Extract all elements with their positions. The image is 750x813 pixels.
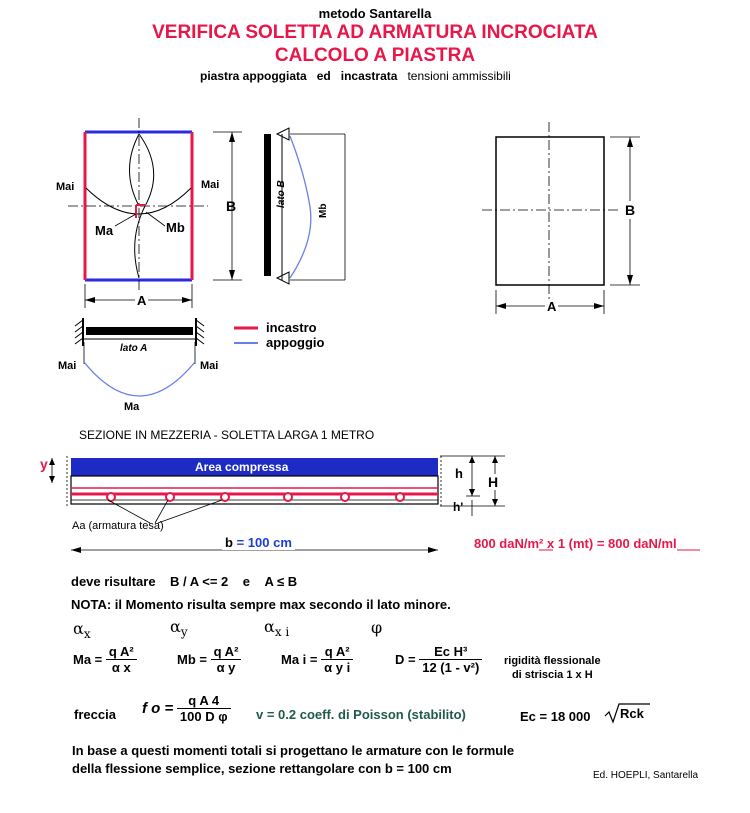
alpha-y-sym: α: [170, 617, 181, 636]
label-mb-vertical: Mb: [318, 203, 329, 218]
alpha-y-sub: y: [180, 625, 188, 640]
footer-line2: della flessione semplice, sezione rettangolare con b = 100 cm: [72, 761, 452, 776]
label-aa: Aa (armatura tesa): [72, 520, 164, 532]
fo-num: q A 4: [177, 693, 231, 709]
cond-e: e: [242, 574, 250, 589]
right-label-b: B: [625, 202, 636, 218]
phi: φ: [371, 618, 383, 637]
ma-num: q A²: [106, 644, 137, 660]
label-lato-a: lato A: [120, 343, 148, 354]
footer-credit: Ed. HOEPLI, Santarella: [593, 770, 699, 781]
mb-num: q A²: [211, 644, 242, 660]
right-slab: [496, 137, 604, 285]
fo-lhs: f o =: [142, 700, 174, 717]
mode-a: piastra appoggiata: [200, 69, 307, 83]
mode-line: [200, 69, 511, 83]
alpha-x-sub: x: [83, 627, 91, 642]
alpha-x: [73, 619, 91, 641]
alpha-xi: [264, 617, 289, 639]
formula-ma: [73, 644, 137, 675]
mai-curve: [86, 188, 191, 214]
area-compressa: Area compressa: [195, 460, 289, 474]
mb-vertical-curve: [290, 136, 311, 278]
lato-b-beam: [264, 134, 271, 276]
label-y: y: [40, 456, 48, 472]
alpha-x-sym: α: [73, 619, 84, 638]
mai-num: q A²: [321, 644, 353, 660]
label-lato-b: lato B: [276, 180, 287, 208]
legend-incastro: incastro: [266, 320, 317, 335]
rck: Rck: [620, 706, 644, 721]
mai-den: α y i: [324, 660, 351, 675]
mb-curve-2: [130, 134, 140, 206]
alpha-xi-sub: x i: [274, 625, 290, 640]
label-mb: Mb: [166, 220, 185, 235]
cond-2: A ≤ B: [264, 574, 298, 589]
rigidita: [504, 654, 601, 682]
footer-line1: In base a questi momenti totali si progettano le armature con le formule: [72, 743, 515, 758]
d-num: Ec H³: [419, 644, 482, 660]
label-h: h: [455, 466, 463, 481]
label-mai-right: Mai: [201, 179, 220, 191]
formula-d: [395, 644, 482, 675]
label-ma: Ma: [95, 223, 114, 238]
rigidita-2: di striscia 1 x H: [511, 669, 593, 681]
ma-den: α x: [111, 660, 131, 675]
subtitle: metodo Santarella: [318, 6, 432, 21]
ec-value: Ec = 18 000: [520, 709, 591, 724]
legend-appoggio: appoggio: [266, 335, 325, 350]
section-title: SEZIONE IN MEZZERIA - SOLETTA LARGA 1 METRO: [79, 428, 375, 442]
mai-lhs: Ma i =: [281, 652, 318, 667]
right-label-a: A: [547, 299, 557, 314]
rigidita-1: rigidità flessionale: [504, 655, 601, 667]
cond-1: B / A <= 2: [170, 574, 229, 589]
label-b: [222, 535, 295, 550]
page-title-line2: CALCOLO A PIASTRA: [274, 45, 476, 66]
formula-mb: [177, 644, 241, 675]
label-h-prime: h': [453, 500, 464, 514]
label-dim-a: A: [137, 293, 147, 308]
alpha-y: [170, 617, 188, 639]
deve-risultare: deve risultare: [71, 574, 156, 589]
lato-a-beam: [86, 327, 193, 335]
mb-lhs: Mb =: [177, 652, 207, 667]
poisson: v = 0.2 coeff. di Poisson (stabilito): [256, 707, 466, 722]
formula-mai: [281, 644, 353, 675]
nota: NOTA: il Momento risulta sempre max secondo il lato minore.: [71, 597, 451, 612]
load-text: 800 daN/m² x 1 (mt) = 800 daN/ml: [474, 536, 677, 551]
ma-curve-lato-a: [84, 362, 195, 396]
label-ma-bottom: Ma: [124, 401, 140, 413]
label-mai-bottom-right: Mai: [200, 360, 219, 372]
mode-b: incastrata: [340, 69, 398, 83]
ma-lhs: Ma =: [73, 652, 103, 667]
b-value: = 100 cm: [236, 535, 292, 550]
label-mai-bottom-left: Mai: [58, 360, 77, 372]
label-mai-left: Mai: [56, 181, 75, 193]
mb-den: α y: [216, 660, 236, 675]
freccia: freccia: [74, 707, 116, 722]
mode-sep: ed: [316, 69, 331, 83]
mode-note: tensioni ammissibili: [407, 69, 511, 83]
page-title-line1: VERIFICA SOLETTA AD ARMATURA INCROCIATA: [152, 22, 598, 43]
label-H: H: [488, 474, 499, 490]
condition-line: [71, 574, 297, 589]
d-den: 12 (1 - v²): [422, 660, 480, 675]
fo-den: 100 D φ: [179, 709, 228, 724]
d-lhs: D =: [395, 652, 416, 667]
alpha-xi-sym: α: [264, 617, 275, 636]
b-symbol: b: [225, 535, 233, 550]
formula-fo: [142, 693, 231, 724]
label-dim-b: B: [226, 198, 237, 214]
